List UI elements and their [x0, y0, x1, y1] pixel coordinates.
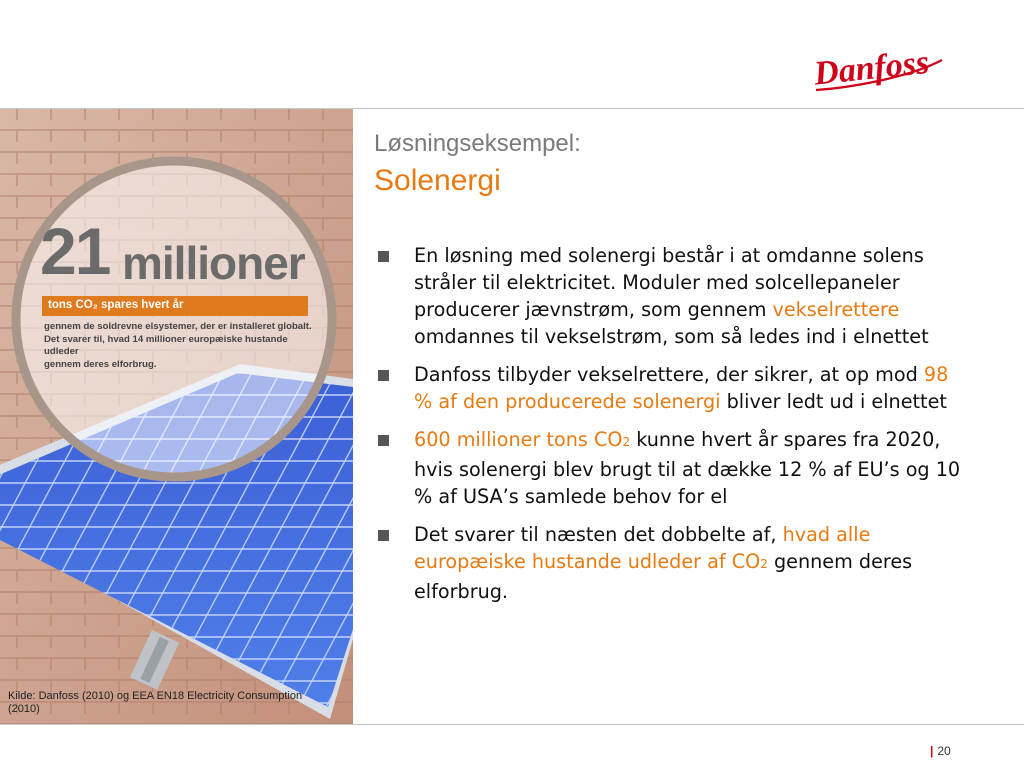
bullet-highlight: vekselrettere: [772, 298, 900, 321]
bullet-text: Det svarer til næsten det dobbelte af,: [414, 523, 783, 546]
stat-label-bar: [42, 296, 308, 316]
bullet-text: kunne hvert år spares fra 2020, hvis solenergi blev brugt til at dække 12 % af EU’s og 10 % af USA’s samlede behov for el: [414, 428, 961, 508]
source-credit: Kilde: Danfoss (2010) og EEA EN18 Electricity Consumption (2010): [8, 690, 303, 715]
bullet-text: Danfoss tilbyder vekselrettere, der sikrer, at op mod: [414, 363, 924, 386]
page-number: [930, 744, 951, 758]
stat-description: [44, 321, 314, 371]
danfoss-logo: [808, 38, 948, 96]
stat-number: 21: [40, 214, 110, 288]
footer-divider: [0, 724, 1024, 725]
bullet-highlight-subscript: 2: [760, 557, 768, 571]
bullet-text: bliver ledt ud i elnettet: [720, 390, 947, 413]
bullet-square-icon: [378, 530, 389, 541]
bullet-text: gennem deres elforbrug.: [414, 550, 913, 603]
stat-unit: millioner: [122, 237, 305, 289]
page-number-value: 20: [937, 744, 951, 758]
slide-title-prefix: Løsningseksempel:: [374, 130, 581, 157]
bullet-highlight: hvad alle europæiske hustande udleder af CO: [414, 523, 871, 573]
solar-panel-photo: [0, 109, 353, 724]
stat-description-line: Det svarer til, hvad 14 millioner europæiske hustande udleder: [44, 333, 288, 357]
bullet-text: En løsning med solenergi består i at omdanne solens stråler til elektricitet. Moduler med solcellepaneler producerer jævnstrøm, som gennem: [414, 244, 924, 321]
logo-text: Danfoss: [812, 43, 931, 93]
bullet-square-icon: [378, 251, 389, 262]
bullet-highlight: 600 millioner tons CO: [414, 428, 623, 451]
bullet-list: [376, 242, 966, 616]
bullet-square-icon: [378, 370, 389, 381]
bullet-highlight: 98 % af den producerede solenergi: [414, 363, 949, 413]
page-number-marker: |: [930, 744, 934, 758]
stat-description-line: gennem deres elforbrug.: [44, 358, 157, 370]
bullet-highlight-subscript: 2: [622, 435, 631, 449]
bullet-item: [376, 242, 966, 350]
stat-description-line: gennem de soldrevne elsystemer, der er installeret globalt.: [44, 321, 312, 332]
bullet-item: [376, 521, 966, 605]
slide-title: Solenergi: [374, 164, 501, 197]
bullet-item: [376, 361, 966, 415]
stat-label: tons CO₂ spares hvert år: [48, 299, 184, 311]
bullet-item: [376, 426, 966, 510]
bullet-text: omdannes til vekselstrøm, som så ledes ind i elnettet: [414, 325, 929, 348]
bullet-square-icon: [378, 435, 389, 446]
